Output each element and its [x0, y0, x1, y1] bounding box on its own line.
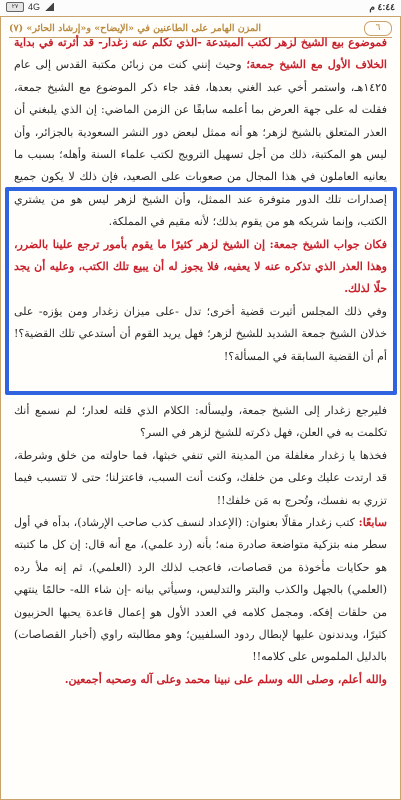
- paragraph-1-text: وحيث إنني كنت من زبائن مكتبة القدس إلى عام ١٤٢٥هـ، واستمر أخي عبد الغني بعدها، فقد جاء ذكر الموضوع مع الشيخ جمعة، فقلت له على جهة العرض بما أعلمه سابقًا عن الزمن الماضي: إن الذي يلبغني أن العذر المتعلق بالشيخ لزهر؛ هو أنه ممثل لبعض دور النشر السعودية بالجزائر، وأن ليس هو المكتبة، ذلك من أجل تسهيل الترويج لكتب علماء السنة وأهله؛ بسبب ما يعانيه العاملون في هذا المجال من صعوبات على الصعيد، فإن ذلك لا يكون جميع إصدارات تلك الدور متوفرة عند الممثل، وأن الشيخ لزهر ليس هو من يشتري الكتب، وإنما شريكه هو من يقوم بذلك؛ لأنه مقيم في المملكة.: [14, 58, 387, 229]
- paragraph-1-emphasis: فموضوع بيع الشيخ لزهر لكتب المبتدعة -الذي تكلم عنه زغدار- قد أثرته في بداية الخلاف الأول مع الشيخ جمعة؛: [14, 36, 387, 72]
- signal-icon: [44, 3, 54, 11]
- status-time: ٤:٤٤ م: [369, 2, 395, 12]
- page-number: ٦: [364, 21, 392, 36]
- paragraph-1: [14, 32, 387, 234]
- status-bar: [0, 0, 401, 16]
- paragraph-2: [14, 234, 387, 301]
- paragraph-4: [14, 400, 387, 445]
- paragraph-5-text: فخذها يا زغدار مغلفلة من المدينة التي تنفي خبثها، فما حاولته من خلق وشرطة، قد ارتدت عليك وعلى من خلفك، وكنت أنت السبب، فاعتزلنا؛ حتى لا تتسبب فيما تزري به نفسك، وتُحرج به مَن خلفك!!: [14, 448, 387, 507]
- paragraph-5: [14, 445, 387, 512]
- status-icons: [6, 2, 54, 12]
- battery-icon: ٢٧: [6, 2, 24, 12]
- network-label: 4G: [28, 2, 41, 12]
- document-body-continued: [14, 400, 387, 691]
- paragraph-3-text: وفي ذلك المجلس أثيرت قضية أخرى؛ تدل -على ميزان زغدار ومن يؤزه- على خذلان الشيخ جمعة الشديد للشيخ لزهر؛ فهل يريد القوم أن أستدعي تلك القضية؟! أم أن القضية السابقة في المسألة؟!: [14, 304, 387, 363]
- paragraph-3: [14, 301, 387, 368]
- document-body: [14, 32, 387, 368]
- closing-line: والله أعلم، وصلى الله وسلم على نبينا محمد وعلى آله وصحبه أجمعين.: [64, 672, 387, 686]
- page-header-title: المزن الهامر على الطاعنين في «الإيضاح» و«إرشاد الحائر» (٧): [9, 22, 262, 34]
- paragraph-6: [14, 512, 387, 669]
- paragraph-7: [14, 669, 387, 691]
- paragraph-6-text: كتب زغدار مقالًا بعنوان: (الإعداد لنسف كذب صاحب الإرشاد)، بدأه في أول سطر منه بتزكية متواضعة صادرة منه؛ بأنه (رد علمي)، مع أنه قال: إن كل ما كتبته هو حكايات مأخوذة من قصاصات، فاعجب لذلك الرد (العلمي)، ثم إنه ملأ رده (العلمي) بالجهل والكذب والبتر والتدليس، وسيأتي بيانه -إن شاء الله- حالمًا ينتهي من حلقات إفكه. ومجمل كلامه في العدد الأول هو إعمال قاعدة يحبها الحزبيون كثيرًا، ويدندنون عليها لإبطال ردود السلفيين؛ وهو مطالبته راوي (أخبار القصاصات) بالدليل الملموس على كلامه!!: [14, 516, 387, 664]
- paragraph-2-emphasis: فكان جواب الشيخ جمعة: إن الشيخ لزهر كثيرًا ما يقوم بأمور ترجع علينا بالضرر، وهذا العذر الذي تذكره عنه لا يعفيه، فلا يجوز له أن يبيع تلك الكتب، وعليه أن يجد حلًا لذلك.: [14, 237, 387, 296]
- paragraph-4-text: فليرجع زغدار إلى الشيخ جمعة، وليسأله: الكلام الذي قلته لعدار؛ لم نسمع أنك تكلمت به في العلن، فهل ذكرته للشيخ لزهر في السر؟: [14, 404, 387, 440]
- paragraph-6-emphasis: سابعًا:: [358, 516, 387, 530]
